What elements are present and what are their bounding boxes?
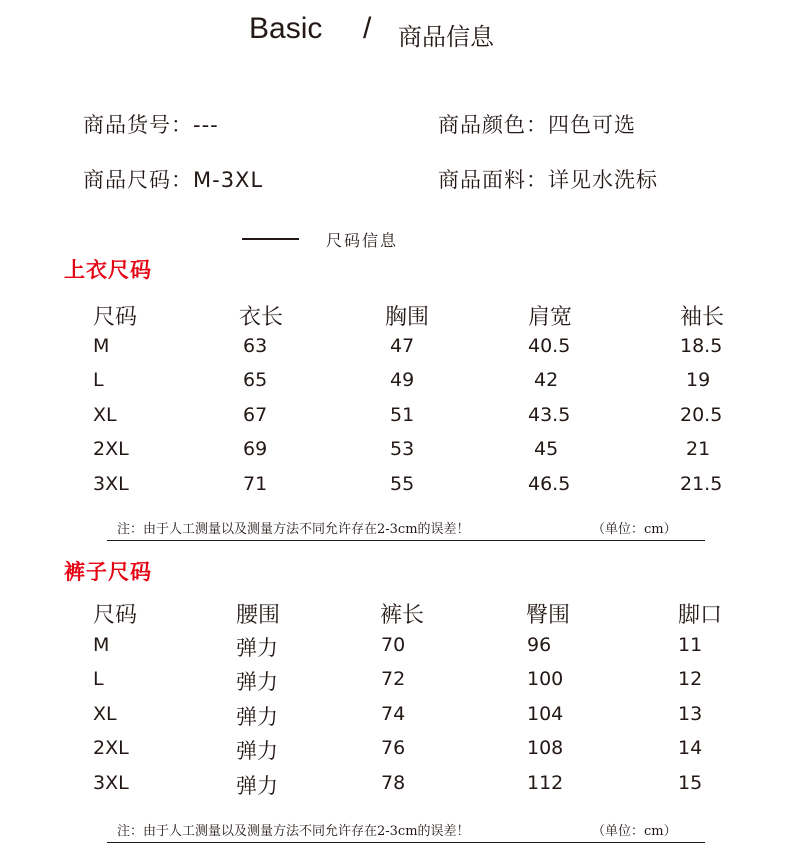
table-cell: 67 (243, 404, 268, 426)
item-size-range: 商品尺码：M-3XL (83, 168, 264, 192)
table-cell: 弹力 (236, 670, 278, 694)
table-cell: 20.5 (680, 404, 723, 426)
table-cell: XL (93, 404, 117, 426)
table-cell: 3XL (93, 473, 129, 495)
table-cell: 49 (390, 369, 415, 391)
table-cell: 弹力 (236, 636, 278, 660)
table-cell: L (93, 369, 104, 391)
table-cell: 40.5 (528, 335, 571, 357)
measurement-note: 注：由于人工测量以及测量方法不同允许存在2-3cm的误差！ (117, 522, 470, 537)
table-cell: 104 (527, 703, 564, 725)
table-cell: 70 (381, 634, 406, 656)
table-cell: 100 (527, 668, 564, 690)
pants-size-title: 裤子尺码 (64, 560, 152, 584)
table-cell: XL (93, 703, 117, 725)
column-header: 肩宽 (528, 305, 573, 330)
table-cell: 3XL (93, 772, 129, 794)
table-cell: 72 (381, 668, 406, 690)
table-cell: 14 (678, 737, 703, 759)
table-cell: M (93, 335, 110, 357)
table-cell: 21 (686, 438, 711, 460)
table-cell: 69 (243, 438, 268, 460)
table-cell: 15 (678, 772, 703, 794)
title-basic: Basic (249, 12, 323, 45)
table-cell: 21.5 (680, 473, 723, 495)
table-cell: 65 (243, 369, 268, 391)
column-header: 腰围 (236, 603, 281, 628)
table-cell: 46.5 (528, 473, 571, 495)
table-cell: 弹力 (236, 739, 278, 763)
table-cell: 108 (527, 737, 564, 759)
table-cell: 2XL (93, 737, 129, 759)
column-header: 臀围 (526, 603, 571, 628)
table-cell: 76 (381, 737, 406, 759)
unit-note: （单位：cm） (592, 522, 677, 537)
column-header: 衣长 (239, 305, 284, 330)
table-cell: L (93, 668, 104, 690)
table-cell: 96 (527, 634, 552, 656)
column-header: 袖长 (680, 305, 725, 330)
divider-line (242, 238, 299, 240)
table-cell: 112 (527, 772, 564, 794)
table-cell: 18.5 (680, 335, 723, 357)
column-header: 脚口 (678, 603, 723, 628)
note-underline (107, 540, 705, 541)
table-cell: 43.5 (528, 404, 571, 426)
unit-note: （单位：cm） (592, 824, 677, 839)
item-fabric: 商品面料：详见水洗标 (438, 168, 658, 192)
table-cell: 51 (390, 404, 415, 426)
size-info-label: 尺码信息 (326, 231, 399, 250)
table-cell: 11 (678, 634, 703, 656)
column-header: 裤长 (380, 603, 425, 628)
table-cell: 19 (686, 369, 711, 391)
table-cell: M (93, 634, 110, 656)
table-cell: 78 (381, 772, 406, 794)
table-cell: 74 (381, 703, 406, 725)
table-cell: 63 (243, 335, 268, 357)
table-cell: 42 (534, 369, 559, 391)
table-cell: 71 (243, 473, 268, 495)
title-product-info: 商品信息 (398, 23, 494, 51)
top-size-title: 上衣尺码 (64, 258, 152, 282)
table-cell: 55 (390, 473, 415, 495)
column-header: 尺码 (93, 603, 138, 628)
table-cell: 53 (390, 438, 415, 460)
table-cell: 2XL (93, 438, 129, 460)
column-header: 胸围 (385, 305, 430, 330)
table-cell: 弹力 (236, 774, 278, 798)
table-cell: 45 (534, 438, 559, 460)
table-cell: 13 (678, 703, 703, 725)
table-cell: 12 (678, 668, 703, 690)
note-underline (107, 842, 705, 843)
table-cell: 47 (390, 335, 415, 357)
measurement-note: 注：由于人工测量以及测量方法不同允许存在2-3cm的误差！ (117, 824, 470, 839)
column-header: 尺码 (93, 305, 138, 330)
title-slash: / (363, 12, 372, 45)
item-number: 商品货号：--- (83, 113, 219, 137)
item-color: 商品颜色：四色可选 (438, 113, 636, 137)
table-cell: 弹力 (236, 705, 278, 729)
